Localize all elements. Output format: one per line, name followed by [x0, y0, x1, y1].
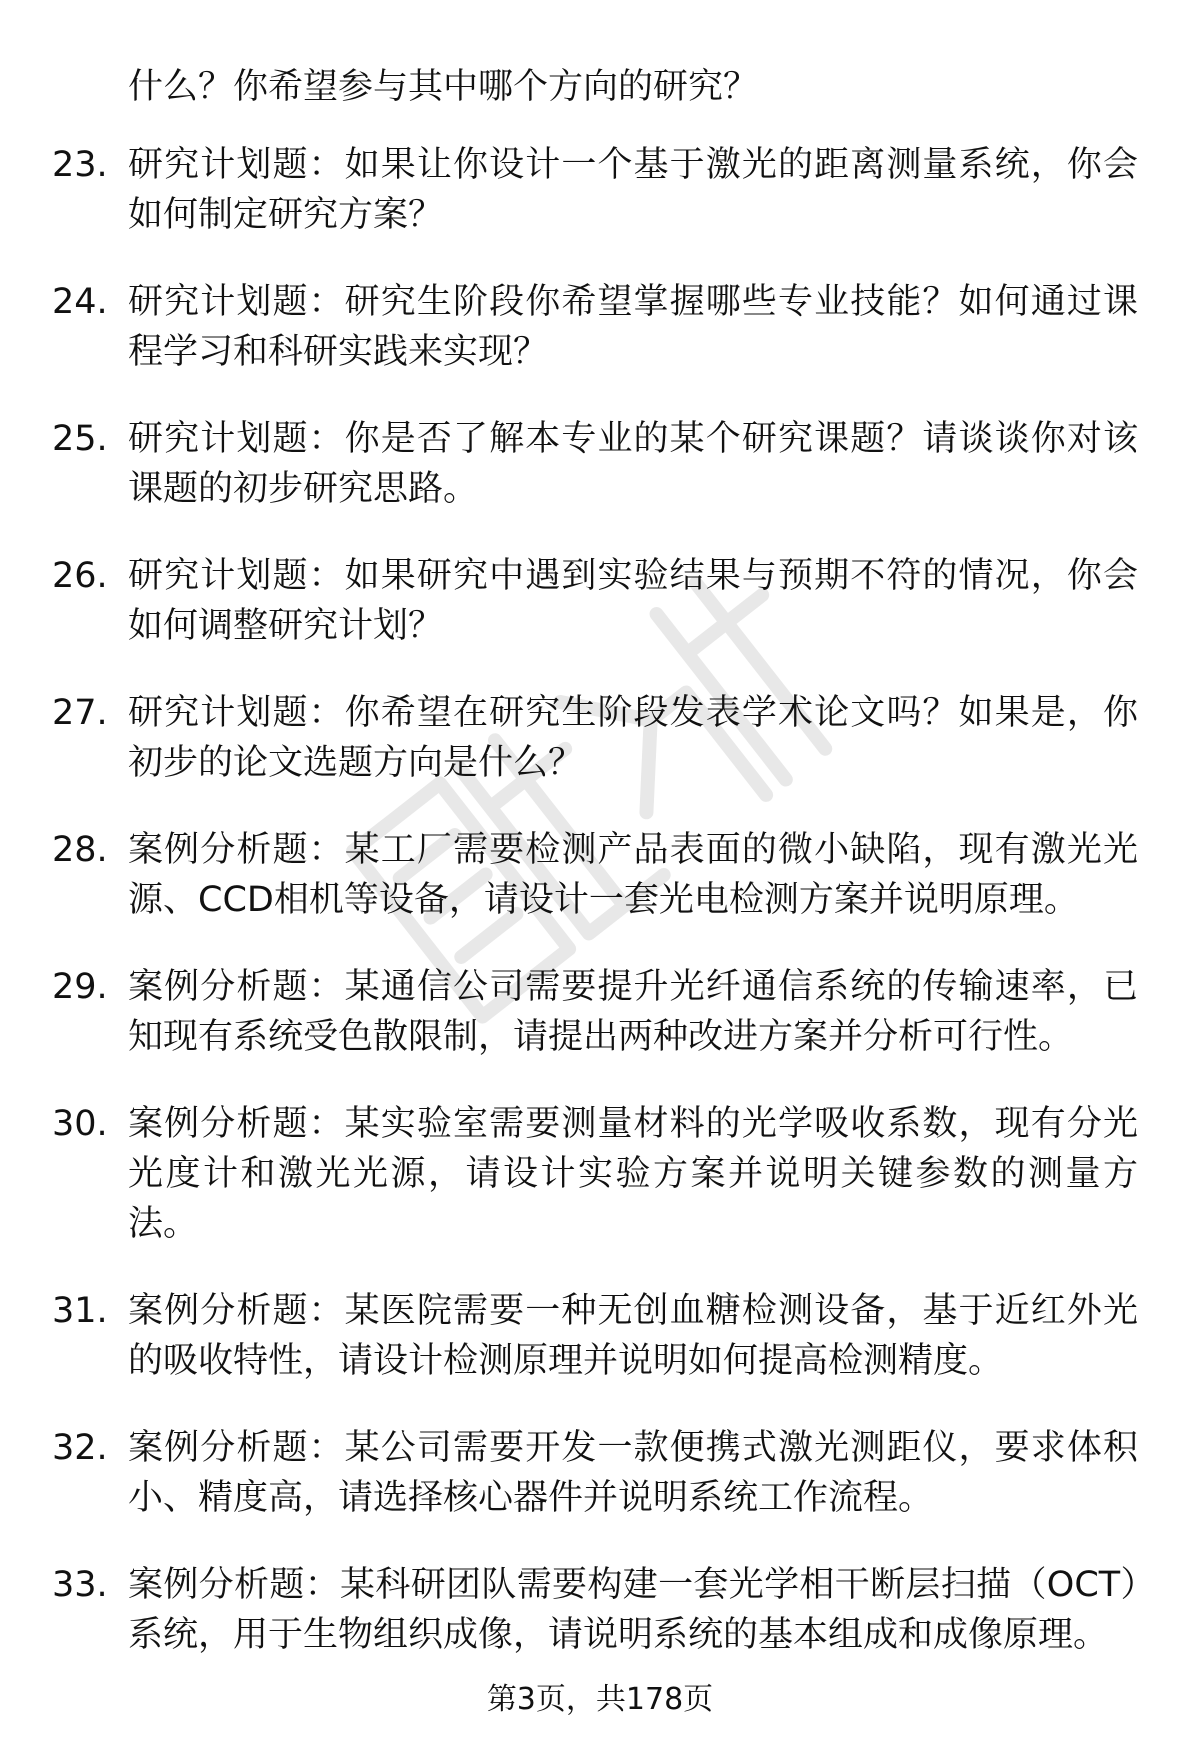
page-footer: 第3页，共178页	[486, 1682, 714, 1717]
question-number: 25.	[52, 419, 108, 459]
question-text: 案例分析题：某科研团队需要构建一套光学相干断层扫描（OCT）系统，用于生物组织成像，请说明系统的基本组成和成像原理。	[128, 1565, 1138, 1655]
question-text: 研究计划题：你希望在研究生阶段发表学术论文吗？如果是，你初步的论文选题方向是什么？	[128, 693, 1138, 783]
question-text: 案例分析题：某医院需要一种无创血糖检测设备，基于近红外光的吸收特性，请设计检测原理并说明如何提高检测精度。	[128, 1291, 1138, 1381]
list-item	[0, 962, 1200, 1062]
question-number: 27.	[52, 693, 108, 733]
question-number: 24.	[52, 282, 108, 322]
question-text: 案例分析题：某实验室需要测量材料的光学吸收系数，现有分光光度计和激光光源，请设计实验方案并说明关键参数的测量方法。	[128, 1104, 1138, 1244]
question-text: 研究计划题：如果研究中遇到实验结果与预期不符的情况，你会如何调整研究计划？	[128, 556, 1138, 646]
list-item	[0, 414, 1200, 514]
question-number: 28.	[52, 830, 108, 870]
list-item	[0, 1423, 1200, 1523]
list-item	[0, 1099, 1200, 1249]
question-number: 29.	[52, 967, 108, 1007]
question-list	[0, 140, 1200, 1697]
question-text: 研究计划题：你是否了解本专业的某个研究课题？请谈谈你对该课题的初步研究思路。	[128, 419, 1138, 509]
list-item	[0, 1286, 1200, 1386]
question-text: 案例分析题：某公司需要开发一款便携式激光测距仪，要求体积小、精度高，请选择核心器件并说明系统工作流程。	[128, 1428, 1138, 1518]
question-text: 案例分析题：某工厂需要检测产品表面的微小缺陷，现有激光光源、CCD相机等设备，请设计一套光电检测方案并说明原理。	[128, 830, 1138, 920]
question-number: 26.	[52, 556, 108, 596]
list-item	[0, 140, 1200, 240]
continuation-text: 什么？你希望参与其中哪个方向的研究？	[128, 67, 759, 107]
list-item	[0, 688, 1200, 788]
list-item	[0, 551, 1200, 651]
question-text: 研究计划题：研究生阶段你希望掌握哪些专业技能？如何通过课程学习和科研实践来实现？	[128, 282, 1138, 372]
question-number: 32.	[52, 1428, 108, 1468]
question-number: 31.	[52, 1291, 108, 1331]
question-number: 33.	[52, 1565, 108, 1605]
list-item	[0, 1560, 1200, 1660]
question-number: 30.	[52, 1104, 108, 1144]
question-text: 研究计划题：如果让你设计一个基于激光的距离测量系统，你会如何制定研究方案？	[128, 145, 1138, 235]
question-number: 23.	[52, 145, 108, 185]
question-text: 案例分析题：某通信公司需要提升光纤通信系统的传输速率，已知现有系统受色散限制，请提出两种改进方案并分析可行性。	[128, 967, 1138, 1057]
list-item	[0, 825, 1200, 925]
list-item	[0, 277, 1200, 377]
